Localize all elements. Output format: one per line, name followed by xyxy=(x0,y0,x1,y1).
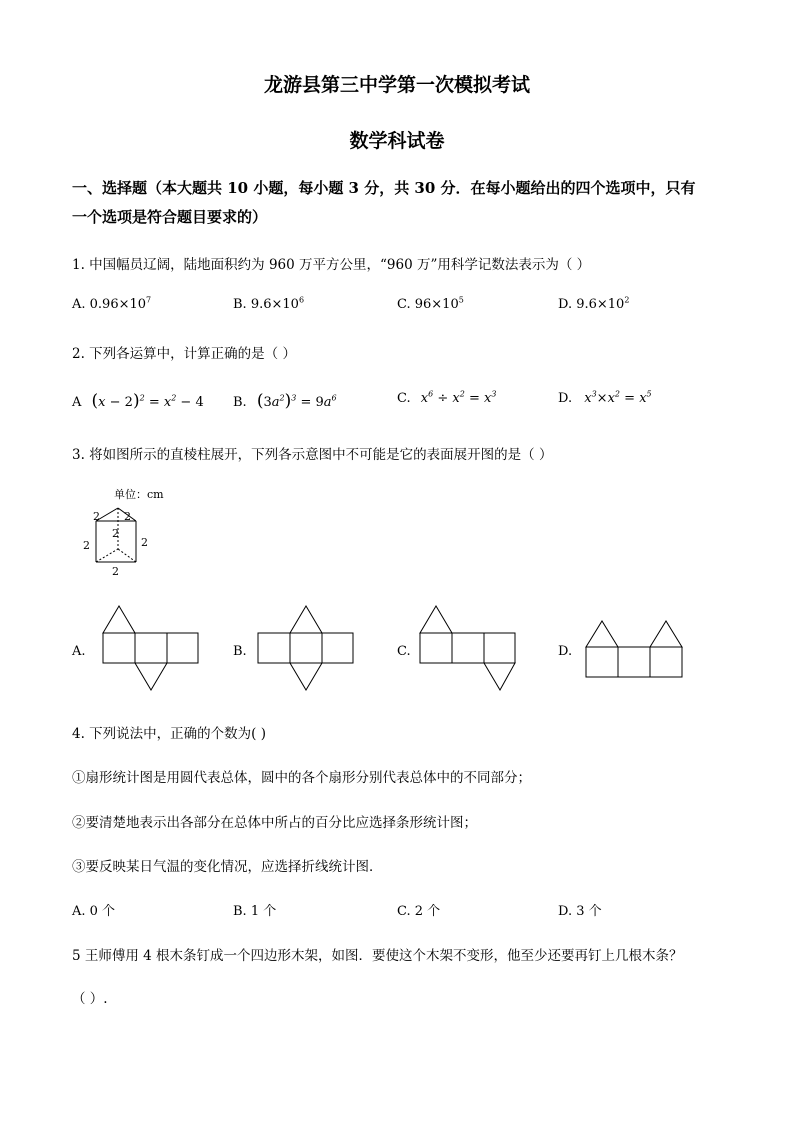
q2-option-a xyxy=(72,391,204,411)
q4-statement-3: ③要反映某日气温的变化情况，应选择折线统计图． xyxy=(72,859,383,875)
q1-option-a: A. $0.96\times 10^7$ xyxy=(72,295,152,312)
svg-text:D.: D. xyxy=(558,644,573,659)
dim-label: 2 xyxy=(112,565,119,578)
svg-text:C.: C. xyxy=(397,644,411,659)
q2-option-d-formula: $x^3\times x^2 = x^5$ xyxy=(584,389,652,406)
dim-label: 2 xyxy=(83,539,90,552)
net-option-c xyxy=(397,606,515,690)
exam-title: 龙游县第三中学第一次模拟考试 xyxy=(263,74,530,96)
q2-option-c-formula: $x^6 \div x^2 = x^3$ xyxy=(420,389,497,406)
q4-option-c: C. 2 个 xyxy=(397,904,441,919)
prism-figure xyxy=(83,488,164,578)
q1-option-b: B. $9.6\times 10^6$ xyxy=(233,295,305,312)
question-5-stem: 5 王师傅用 4 根木条钉成一个四边形木架，如图．要使这个木架不变形，他至少还要再钉上几根木条？ xyxy=(72,948,683,964)
q4-option-d: D. 3 个 xyxy=(558,904,602,919)
q1-option-d: D. $9.6\times 10^2$ xyxy=(558,295,630,312)
dim-label: 2 xyxy=(93,510,100,523)
q4-option-b: B. 1 个 xyxy=(233,904,277,919)
question-1-stem: 1. 中国幅员辽阔，陆地面积约为 960 万平方公里，“960 万”用科学记数法表示为（ ） xyxy=(72,257,591,273)
dim-label: 2 xyxy=(112,527,119,540)
q2-option-c xyxy=(397,391,496,406)
q2-option-a-label: A xyxy=(72,395,82,410)
unit-label: 单位：cm xyxy=(114,488,164,501)
q4-option-a: A. 0 个 xyxy=(72,904,116,919)
q2-option-a-formula: $(x - 2)^2 = x^2 - 4$ xyxy=(91,391,204,411)
q2-option-c-label: C. xyxy=(397,391,411,406)
q2-option-b xyxy=(233,391,337,411)
dim-label: 2 xyxy=(141,536,148,549)
q2-option-d xyxy=(558,391,652,406)
q1-option-c: C. $96\times 10^5$ xyxy=(397,295,464,312)
q2-option-b-label: B. xyxy=(233,395,247,410)
net-option-a xyxy=(71,606,198,690)
q2-option-d-label: D. xyxy=(558,391,573,406)
svg-text:B.: B. xyxy=(233,644,247,659)
question-5-continuation: （ ）. xyxy=(72,991,108,1007)
q4-statement-2: ②要清楚地表示出各部分在总体中所占的百分比应选择条形统计图； xyxy=(72,815,477,831)
dim-label: 2 xyxy=(124,510,131,523)
question-2-stem: 2. 下列各运算中，计算正确的是（ ） xyxy=(72,346,296,362)
question-4-stem: 4. 下列说法中，正确的个数为( ) xyxy=(72,726,266,742)
section-header-line1: 一、选择题（本大题共 10 小题，每小题 3 分，共 30 分．在每小题给出的四个选项中，只有 xyxy=(72,179,696,197)
q2-option-b-formula: $(3a^2)^3 = 9a^6$ xyxy=(256,391,337,411)
svg-text:A.: A. xyxy=(72,644,86,659)
net-option-d xyxy=(558,621,682,677)
question-3-stem: 3. 将如图所示的直棱柱展开，下列各示意图中不可能是它的表面展开图的是（ ） xyxy=(72,447,553,463)
q4-statement-1: ①扇形统计图是用圆代表总体，圆中的各个扇形分别代表总体中的不同部分； xyxy=(72,770,531,786)
exam-subtitle: 数学科试卷 xyxy=(349,130,445,152)
net-option-b xyxy=(233,606,353,690)
section-header-line2: 一个选项是符合题目要求的） xyxy=(72,208,268,226)
